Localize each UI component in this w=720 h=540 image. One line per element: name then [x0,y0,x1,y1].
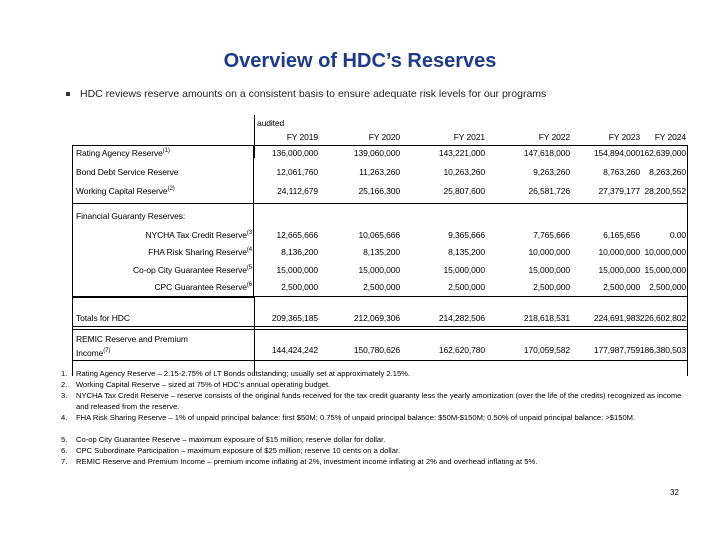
table-cell: 136,000,000 [271,148,318,158]
table-cell: 139,060,000 [353,148,400,158]
table-cell: 10,000,000 [598,247,640,257]
footnote-text: FHA Risk Sharing Reserve – 1% of unpaid principal balance: first $50M; 0.75% of unpaid principal balance: $50M-$150M; 0.50% of unpaid principal balance: >$150M. [76,413,636,422]
row-label [76,313,130,323]
footnote-ref: (7) [103,348,111,354]
table-cell: 162,620,780 [438,345,485,355]
row-label-text: NYCHA Tax Credit Reserve [145,230,247,240]
table-cell: 2,500,000 [448,282,485,292]
footnote [61,434,686,445]
footnote-number: 3. [61,391,68,400]
footnote-ref: (2) [167,186,175,193]
table-cell: 150,780,626 [353,345,400,355]
row-label-text: Bond Debt Service Reserve [76,167,179,177]
row-divider [72,296,688,297]
table-cell: 9,365,666 [448,230,485,240]
table-cell: 10,263,260 [443,167,485,177]
table-cell: 214,282,506 [438,313,485,323]
year-header: FY 2021 [453,132,485,142]
bullet-icon [66,92,70,96]
footnote-ref: (1) [162,148,170,155]
table-cell: 11,263,260 [359,167,400,177]
table-cell: 10,065,666 [358,230,400,240]
footnote-number: 1. [61,369,68,378]
table-cell: 8,135,200 [363,247,400,257]
table-cell: 8,763,260 [603,167,640,177]
table-cell: 2,500,000 [533,282,570,292]
footnote-text: NYCHA Tax Credit Reserve – reserve consists of the original funds received for the tax credit guaranty less the yearly amortization (over the life of the credits) recognized as income and released from the reserve. [76,391,682,411]
footnote-text: REMIC Reserve and Premium Income – premium income inflating at 2%, investment income inflating at 2% and overhead inflating at 5%. [76,457,538,466]
year-header: FY 2024 [654,132,686,142]
page-title: Overview of HDC’s Reserves [223,50,497,72]
label-box [72,145,254,298]
table-border [687,296,688,376]
footnote-number: 5. [61,435,68,444]
table-cell: 24,112,679 [277,186,318,196]
table-cell: 154,894,000 [593,148,640,158]
footnote-number: 4. [61,413,68,422]
bullet-text: HDC reviews reserve amounts on a consistent basis to ensure adequate risk levels for our programs [80,88,547,100]
table-cell: 2,500,000 [281,282,318,292]
table-cell: 177,987,759 [593,345,640,355]
table-cell: 15,000,000 [276,265,318,275]
year-header: FY 2019 [286,132,318,142]
table-cell: 26,581,726 [528,186,570,196]
footnote [61,412,686,423]
row-divider [72,360,688,361]
table-cell: 15,000,000 [528,265,570,275]
table-cell: 144,424,242 [271,345,318,355]
row-label-text: Co-op City Guarantee Reserve [132,265,247,275]
table-cell: 27,379,177 [598,186,640,196]
section-label: Financial Guaranty Reserves: [76,211,186,221]
row-label-text: Totals for HDC [76,313,130,323]
year-header: FY 2020 [368,132,400,142]
table-cell: 2,500,000 [363,282,400,292]
table-cell: 28,200,552 [644,186,686,196]
table-cell: 224,691,983 [593,313,640,323]
audited-label: audited [257,118,285,128]
table-cell: 6,165,656 [603,230,640,240]
table-cell: 7,765,666 [533,230,570,240]
table-border [72,296,73,376]
table-cell: 2,500,000 [649,282,686,292]
table-cell: 226,602,802 [639,313,686,323]
footnote [61,456,686,467]
column-divider [254,115,255,158]
table-cell: 25,807,600 [443,186,485,196]
footnote-ref: (4 [246,247,252,254]
table-cell: 0.00 [669,230,686,240]
table-border [687,145,688,296]
footnote [61,368,686,379]
table-cell: 10,000,000 [528,247,570,257]
table-cell: 15,000,000 [358,265,400,275]
bullet-point [66,88,546,100]
table-cell: 10,000,000 [644,247,686,257]
row-divider [72,326,688,327]
footnote-ref: (6 [246,282,252,289]
table-cell: 143,221,000 [438,148,485,158]
footnote-number: 6. [61,446,68,455]
table-cell: 12,665,666 [276,230,318,240]
table-cell: 8,135,200 [448,247,485,257]
row-label [76,333,211,359]
table-cell: 147,618,000 [523,148,570,158]
row-label-text: REMIC Reserve and Premium Income [76,334,188,358]
table-cell: 15,000,000 [598,265,640,275]
footnote-text: Rating Agency Reserve – 2.15-2.75% of LT Bonds outstanding; usually set at approximately 2.15%. [76,369,411,378]
table-cell: 15,000,000 [443,265,485,275]
table-cell: 9,263,260 [533,167,570,177]
footnote-text: Working Capital Reserve – sized at 75% of HDC’s annual operating budget. [76,380,331,389]
table-cell: 212,069,306 [353,313,400,323]
row-label-text: CPC Guarantee Reserve [154,282,247,292]
table-cell: 8,263,260 [649,167,686,177]
footnote [61,445,686,456]
table-cell: 162,639,000 [639,148,686,158]
footnote-ref: (5 [246,265,252,272]
year-header: FY 2023 [608,132,640,142]
table-cell: 8,136,200 [281,247,318,257]
row-label-text: FHA Risk Sharing Reserve [148,247,247,257]
page-number: 32 [670,488,679,497]
table-cell: 12,061,760 [276,167,318,177]
row-divider [72,329,688,330]
table-cell: 2,500,000 [603,282,640,292]
table-cell: 186,380,503 [639,345,686,355]
table-cell: 25,166,300 [358,186,400,196]
row-divider [72,203,688,204]
table-cell: 218,618,531 [523,313,570,323]
table-cell: 209,365,185 [271,313,318,323]
row-label-text: Rating Agency Reserve [76,148,163,158]
footnote [61,390,686,412]
footnote-text: CPC Subordinate Participation – maximum exposure of $25 million; reserve 10 cents on a dollar. [76,446,401,455]
year-header: FY 2022 [538,132,570,142]
footnote-text: Co-op City Guarantee Reserve – maximum exposure of $15 million; reserve dollar for dollar. [76,435,386,444]
footnote-ref: (3 [246,230,252,237]
table-cell: 15,000,000 [644,265,686,275]
column-divider [254,296,255,376]
table-cell: 170,059,582 [523,345,570,355]
footnote-number: 7. [61,457,68,466]
footnote [61,379,686,390]
footnote-number: 2. [61,380,68,389]
row-label-text: Working Capital Reserve [76,186,168,196]
